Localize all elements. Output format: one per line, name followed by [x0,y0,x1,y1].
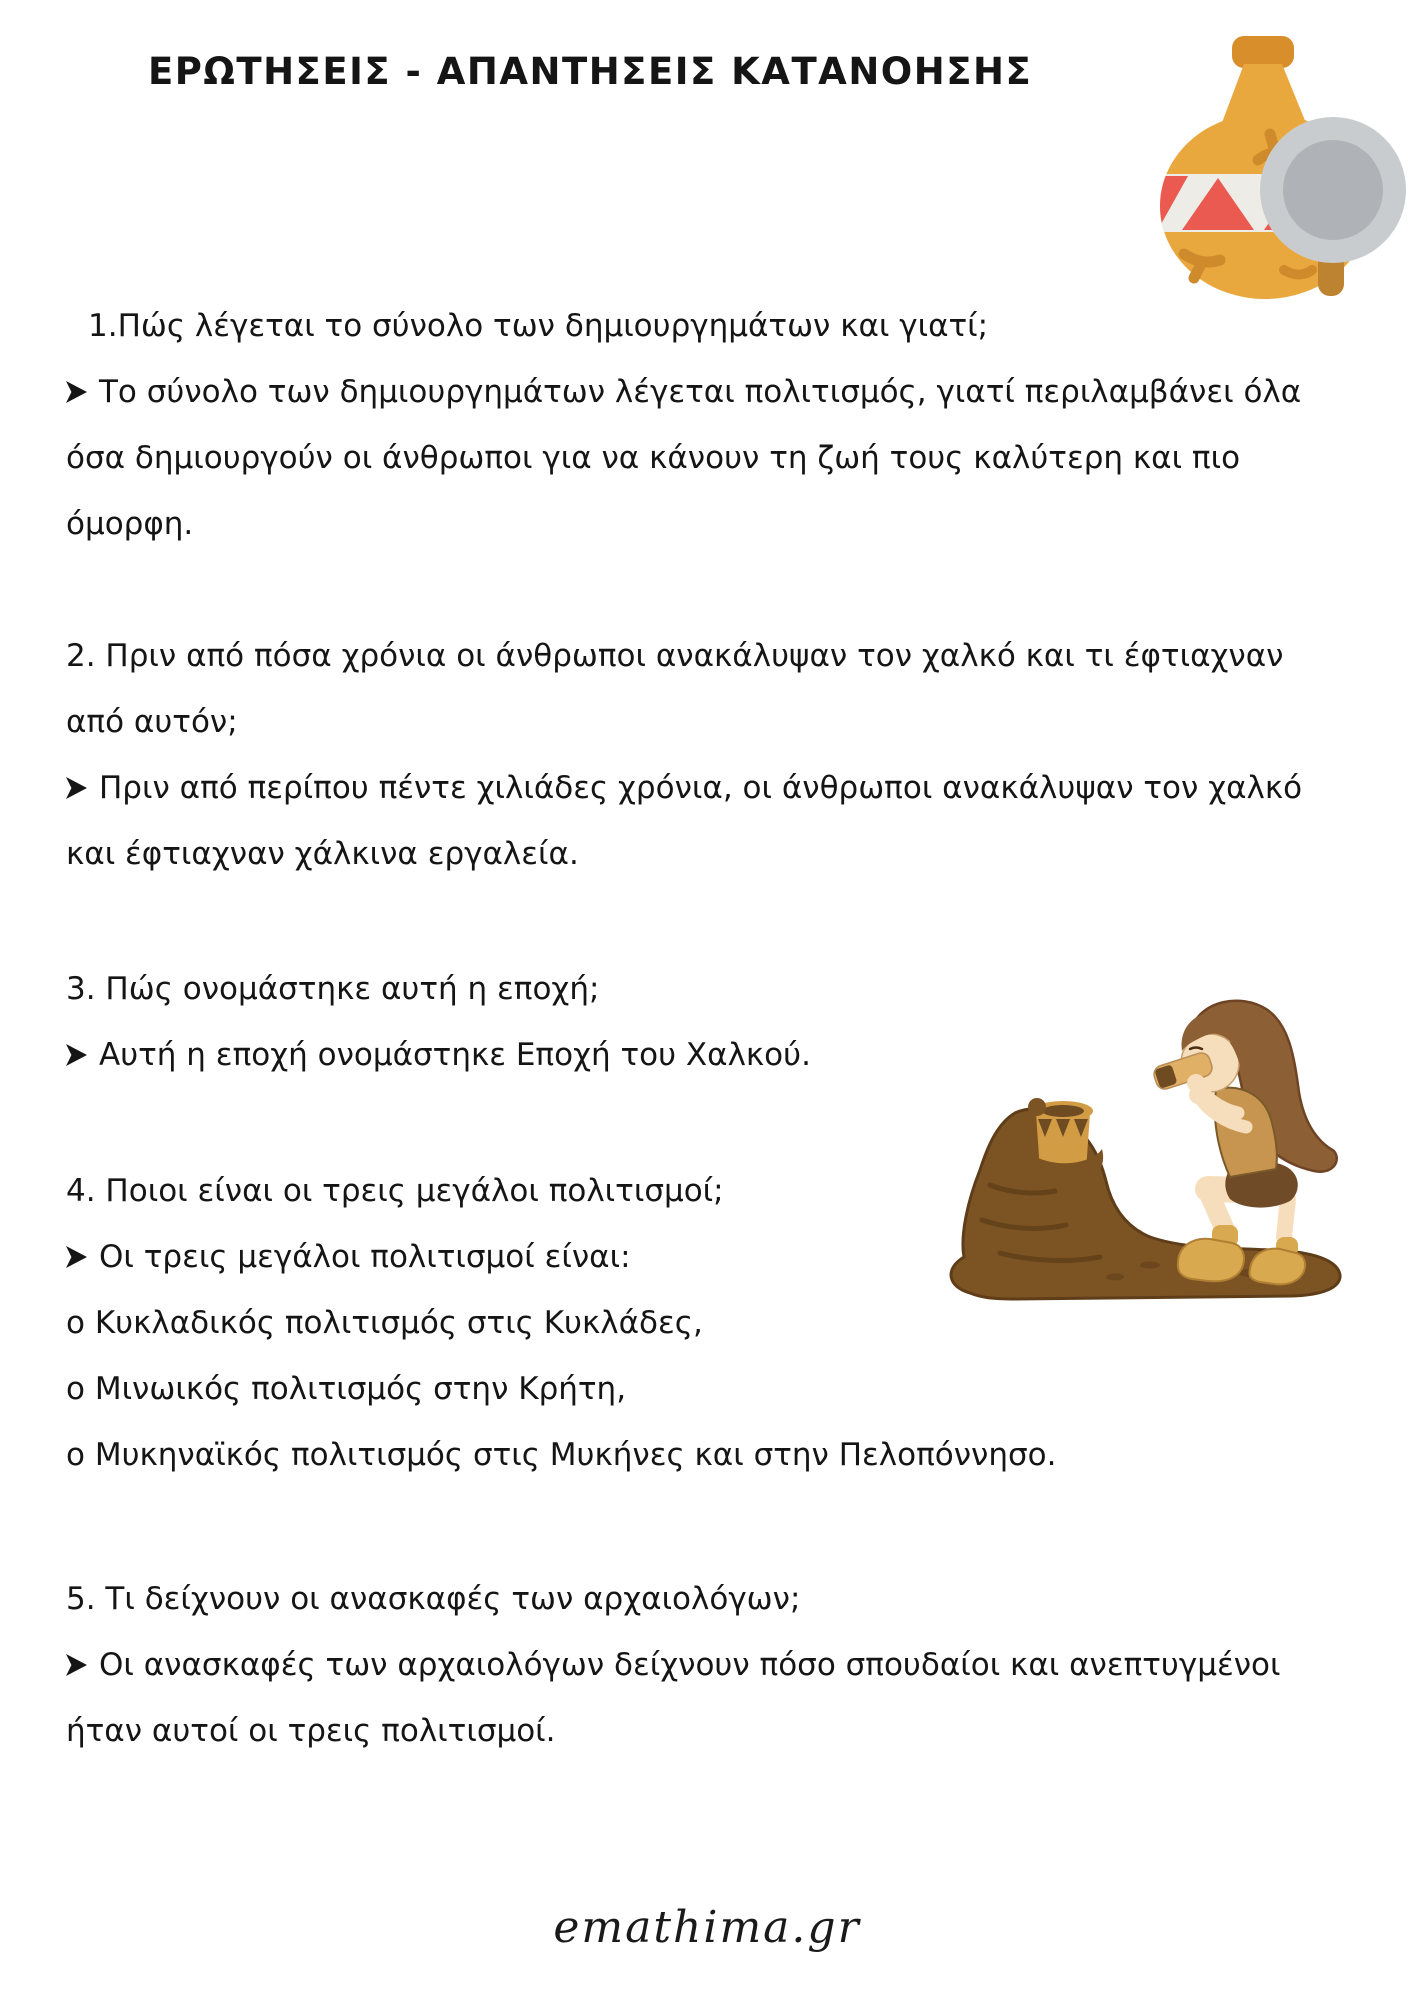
question-text: 1.Πώς λέγεται το σύνολο των δημιουργημάτων και γιατί; [88,308,989,344]
answer-continuation: ο Μινωικός πολιτισμός στην Κρήτη, [66,1371,627,1407]
answer-text: Το σύνολο των δημιουργημάτων λέγεται πολιτισμός, γιατί περιλαμβάνει όλα [66,359,1301,425]
arrow-bullet-icon [66,777,87,799]
answer-text: Οι τρεις μεγάλοι πολιτισμοί είναι: [66,1224,1056,1290]
qa-block-4 [66,1158,1056,1488]
qa-block-1 [66,293,1301,557]
question-text: 3. Πώς ονομάστηκε αυτή η εποχή; [66,971,600,1007]
page-title: ΕΡΩΤΗΣΕΙΣ - ΑΠΑΝΤΗΣΕΙΣ ΚΑΤΑΝΟΗΣΗΣ [148,50,1033,93]
amphora-magnifier-illustration [1118,28,1410,300]
question-text: 2. Πριν από πόσα χρόνια οι άνθρωποι ανακάλυψαν τον χαλκό και τι έφτιαχναν [66,638,1284,674]
question-continuation: από αυτόν; [66,704,238,740]
answer-continuation: και έφτιαχναν χάλκινα εργαλεία. [66,836,579,872]
qa-block-2 [66,623,1302,887]
arrow-bullet-icon [66,381,87,403]
arrow-bullet-icon [66,1044,87,1066]
answer-text: Οι ανασκαφές των αρχαιολόγων δείχνουν πόσο σπουδαίοι και ανεπτυγμένοι [66,1632,1280,1698]
qa-block-5 [66,1566,1280,1764]
question-text: 4. Ποιοι είναι οι τρεις μεγάλοι πολιτισμοί; [66,1173,724,1209]
arrow-bullet-icon [66,1654,87,1676]
answer-continuation: όσα δημιουργούν οι άνθρωποι για να κάνουν τη ζωή τους καλύτερη και πιο [66,440,1241,476]
archaeologist-girl [1152,1001,1337,1285]
answer-continuation: ο Κυκλαδικός πολιτισμός στις Κυκλάδες, [66,1305,703,1341]
site-watermark: emathima.gr [553,1902,861,1953]
arrow-bullet-icon [66,1246,87,1268]
qa-block-3 [66,956,811,1088]
answer-continuation: ήταν αυτοί οι τρεις πολιτισμοί. [66,1713,556,1749]
answer-text: Πριν από περίπου πέντε χιλιάδες χρόνια, οι άνθρωποι ανακάλυψαν τον χαλκό [66,755,1302,821]
answer-continuation: ο Μυκηναϊκός πολιτισμός στις Μυκήνες και στην Πελοπόννησο. [66,1437,1057,1473]
answer-continuation: όμορφη. [66,506,194,542]
answer-text: Αυτή η εποχή ονομάστηκε Εποχή του Χαλκού. [66,1022,811,1088]
question-text: 5. Τι δείχνουν οι ανασκαφές των αρχαιολόγων; [66,1581,801,1617]
